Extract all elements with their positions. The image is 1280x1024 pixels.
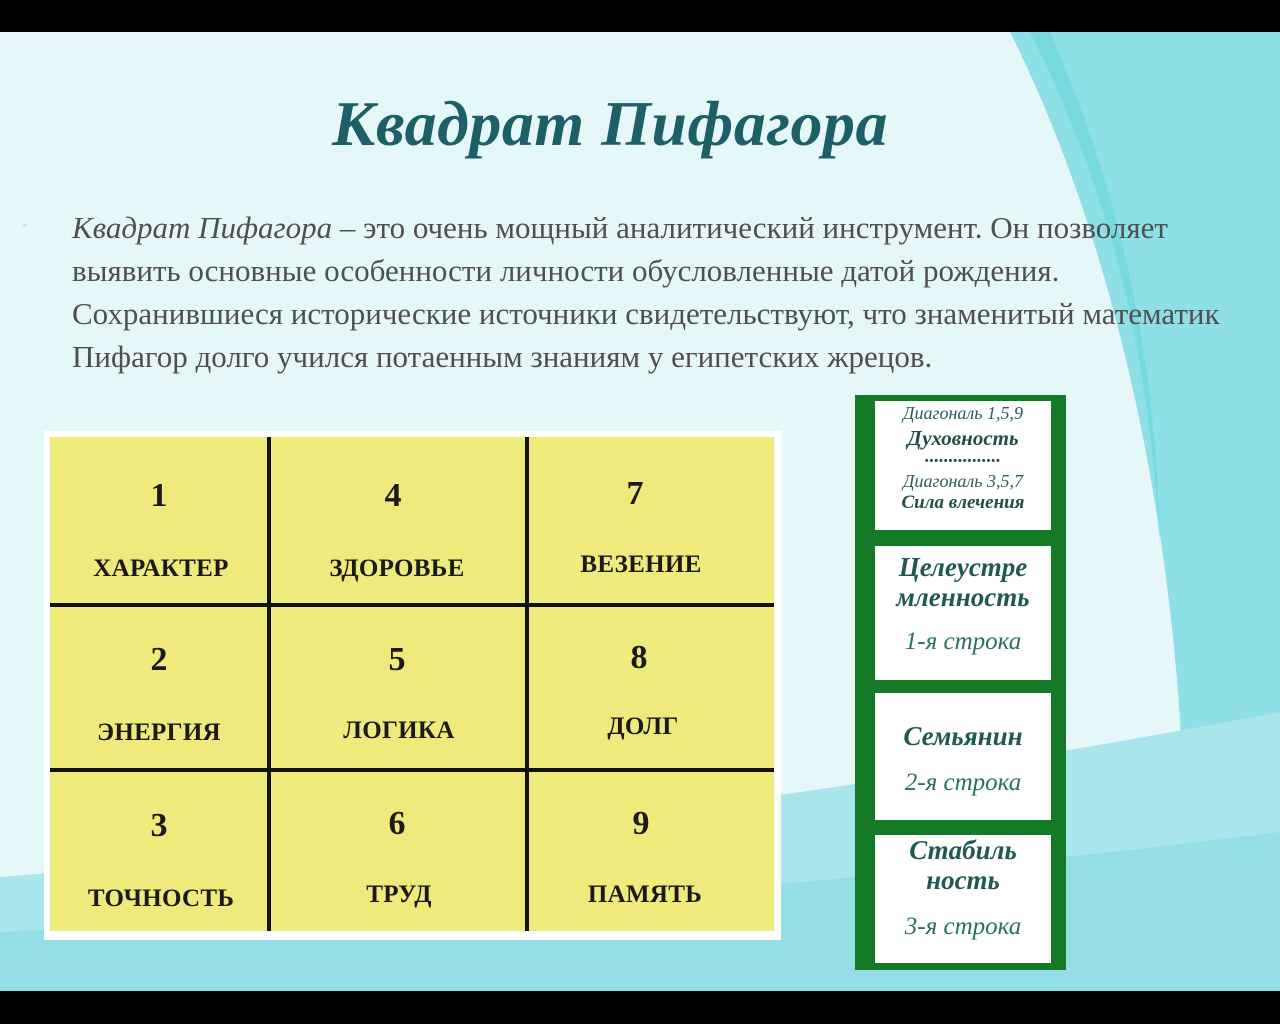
grid-cell-label: ДОЛГ: [607, 713, 679, 740]
body-term: Квадрат Пифагора: [72, 210, 333, 245]
family-label: Семьянин: [903, 721, 1023, 751]
grid-cell-number: 5: [388, 641, 406, 678]
grid-cell-number: 2: [150, 641, 168, 678]
grid-cell-label: ХАРАКТЕР: [93, 555, 229, 582]
diagonal-2-label: Диагональ 3,5,7: [903, 471, 1023, 491]
grid-cell-number: 1: [150, 477, 168, 514]
body-paragraph: [72, 206, 1222, 378]
grid-cell-number: 9: [632, 805, 650, 842]
grid-cell-number: 6: [388, 805, 406, 842]
stability-label: Стабиль ность: [909, 835, 1017, 895]
spirituality-label: Духовность: [907, 426, 1019, 450]
grid-cell-label: ЭНЕРГИЯ: [97, 719, 221, 746]
slide: [0, 32, 1280, 991]
grid-cell-label: ПАМЯТЬ: [587, 881, 703, 908]
grid-line: [50, 603, 774, 607]
grid-cell-number: 3: [150, 807, 168, 844]
row3-box: [875, 835, 1051, 963]
diagonal-1-label: Диагональ 1,5,9: [903, 403, 1023, 423]
bullet-icon: •: [22, 218, 28, 235]
attraction-label: Сила влечения: [901, 492, 1025, 513]
grid-cell-number: 4: [384, 477, 402, 514]
body-text: – это очень мощный аналитический инструмент. Он позволяет выявить основные особенности личности обусловленные датой рождения. Сохранившиеся исторические источники свидетельствуют, что знаменитый математик Пифагор долго учился потаенным знаниям у египетских жрецов.: [72, 210, 1220, 374]
row3-label: 3-я строка: [904, 913, 1022, 940]
row1-box: [875, 546, 1051, 680]
row2-label: 2-я строка: [904, 769, 1022, 796]
grid-line: [50, 768, 774, 772]
row1-label: 1-я строка: [904, 628, 1022, 655]
purpose-label: Целеустре мленность: [896, 552, 1030, 612]
grid-cell-number: 8: [630, 639, 648, 676]
pythagoras-grid: [44, 431, 781, 940]
grid-cell-label: ТОЧНОСТЬ: [87, 885, 235, 912]
grid-fill: [50, 437, 774, 931]
grid-cell-label: ВЕЗЕНИЕ: [580, 551, 702, 578]
grid-cell-label: ЛОГИКА: [343, 717, 455, 744]
grid-cell-label: ЗДОРОВЬЕ: [329, 555, 465, 582]
dots-separator: ................: [925, 446, 1001, 467]
grid-cell-number: 7: [626, 475, 644, 512]
interpretation-panel: [855, 395, 1066, 970]
diagonals-box: [875, 401, 1051, 530]
row2-box: [875, 693, 1051, 820]
slide-title: Квадрат Пифагора: [332, 88, 888, 159]
grid-cell-label: ТРУД: [366, 881, 432, 908]
